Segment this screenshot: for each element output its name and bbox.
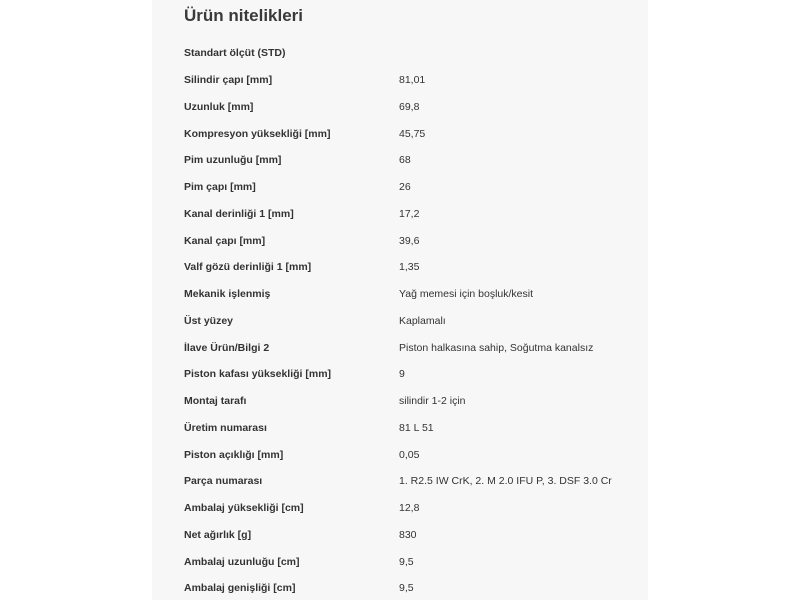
table-row — [184, 468, 624, 495]
attribute-value: Kaplamalı — [399, 314, 446, 327]
attribute-value: 81 L 51 — [399, 421, 434, 434]
attribute-label: Ambalaj uzunluğu [cm] — [184, 555, 300, 568]
attribute-label: Kompresyon yüksekliği [mm] — [184, 127, 331, 140]
table-row — [184, 174, 624, 201]
attribute-label: Pim uzunluğu [mm] — [184, 154, 282, 167]
attribute-value: silindir 1-2 için — [399, 395, 466, 408]
attribute-label: Üst yüzey — [184, 314, 234, 327]
attribute-value: 39,6 — [399, 234, 420, 247]
attribute-label: Net ağırlık [g] — [184, 528, 252, 541]
attribute-label: Uzunluk [mm] — [184, 100, 254, 113]
attribute-value: 69,8 — [399, 100, 420, 113]
attribute-label: Kanal derinliği 1 [mm] — [184, 207, 294, 220]
attribute-value: Yağ memesi için boşluk/kesit — [399, 288, 534, 301]
attributes-table — [184, 40, 624, 602]
table-row — [184, 334, 624, 361]
table-row — [184, 575, 624, 602]
attribute-label: Silindir çapı [mm] — [184, 74, 273, 87]
attribute-label: Valf gözü derinliği 1 [mm] — [184, 261, 312, 274]
table-row — [184, 281, 624, 308]
attribute-label: İlave Ürün/Bilgi 2 — [184, 341, 270, 354]
table-row — [184, 94, 624, 121]
attribute-label: Montaj tarafı — [184, 395, 247, 408]
attribute-value: 68 — [399, 154, 411, 167]
table-row — [184, 441, 624, 468]
attribute-value: 45,75 — [399, 127, 426, 140]
attribute-label: Ambalaj yüksekliği [cm] — [184, 502, 304, 515]
attribute-value: 9 — [399, 368, 405, 381]
attribute-label: Parça numarası — [184, 475, 263, 488]
table-row — [184, 522, 624, 549]
attribute-label: Üretim numarası — [184, 421, 267, 434]
table-row — [184, 201, 624, 228]
section-title: Ürün nitelikleri — [184, 6, 304, 25]
attribute-value: 1,35 — [399, 261, 420, 274]
attribute-value: 81,01 — [399, 74, 426, 87]
table-row — [184, 548, 624, 575]
attribute-value: 17,2 — [399, 207, 420, 220]
table-row — [184, 361, 624, 388]
table-row — [184, 120, 624, 147]
attribute-value: Piston halkasına sahip, Soğutma kanalsız — [399, 341, 594, 354]
table-row — [184, 388, 624, 415]
attribute-label: Mekanik işlenmiş — [184, 288, 271, 301]
attribute-label: Piston kafası yüksekliği [mm] — [184, 368, 332, 381]
table-row — [184, 254, 624, 281]
table-row — [184, 147, 624, 174]
attribute-value: 830 — [399, 528, 417, 541]
attribute-value: 12,8 — [399, 502, 420, 515]
attribute-label: Ambalaj genişliği [cm] — [184, 582, 296, 595]
attribute-value: 0,05 — [399, 448, 420, 461]
attribute-label: Standart ölçüt (STD) — [184, 47, 286, 60]
table-row — [184, 415, 624, 442]
table-row — [184, 495, 624, 522]
attribute-value: 9,5 — [399, 555, 414, 568]
table-row — [184, 227, 624, 254]
attribute-value: 1. R2.5 IW CrK, 2. M 2.0 IFU P, 3. DSF 3.0 Cr — [399, 475, 612, 488]
attribute-label: Pim çapı [mm] — [184, 181, 256, 194]
attribute-label: Kanal çapı [mm] — [184, 234, 266, 247]
table-row — [184, 40, 624, 67]
attribute-label: Piston açıklığı [mm] — [184, 448, 284, 461]
table-row — [184, 308, 624, 335]
attribute-value: 9,5 — [399, 582, 414, 595]
table-row — [184, 67, 624, 94]
attribute-value: 26 — [399, 181, 411, 194]
